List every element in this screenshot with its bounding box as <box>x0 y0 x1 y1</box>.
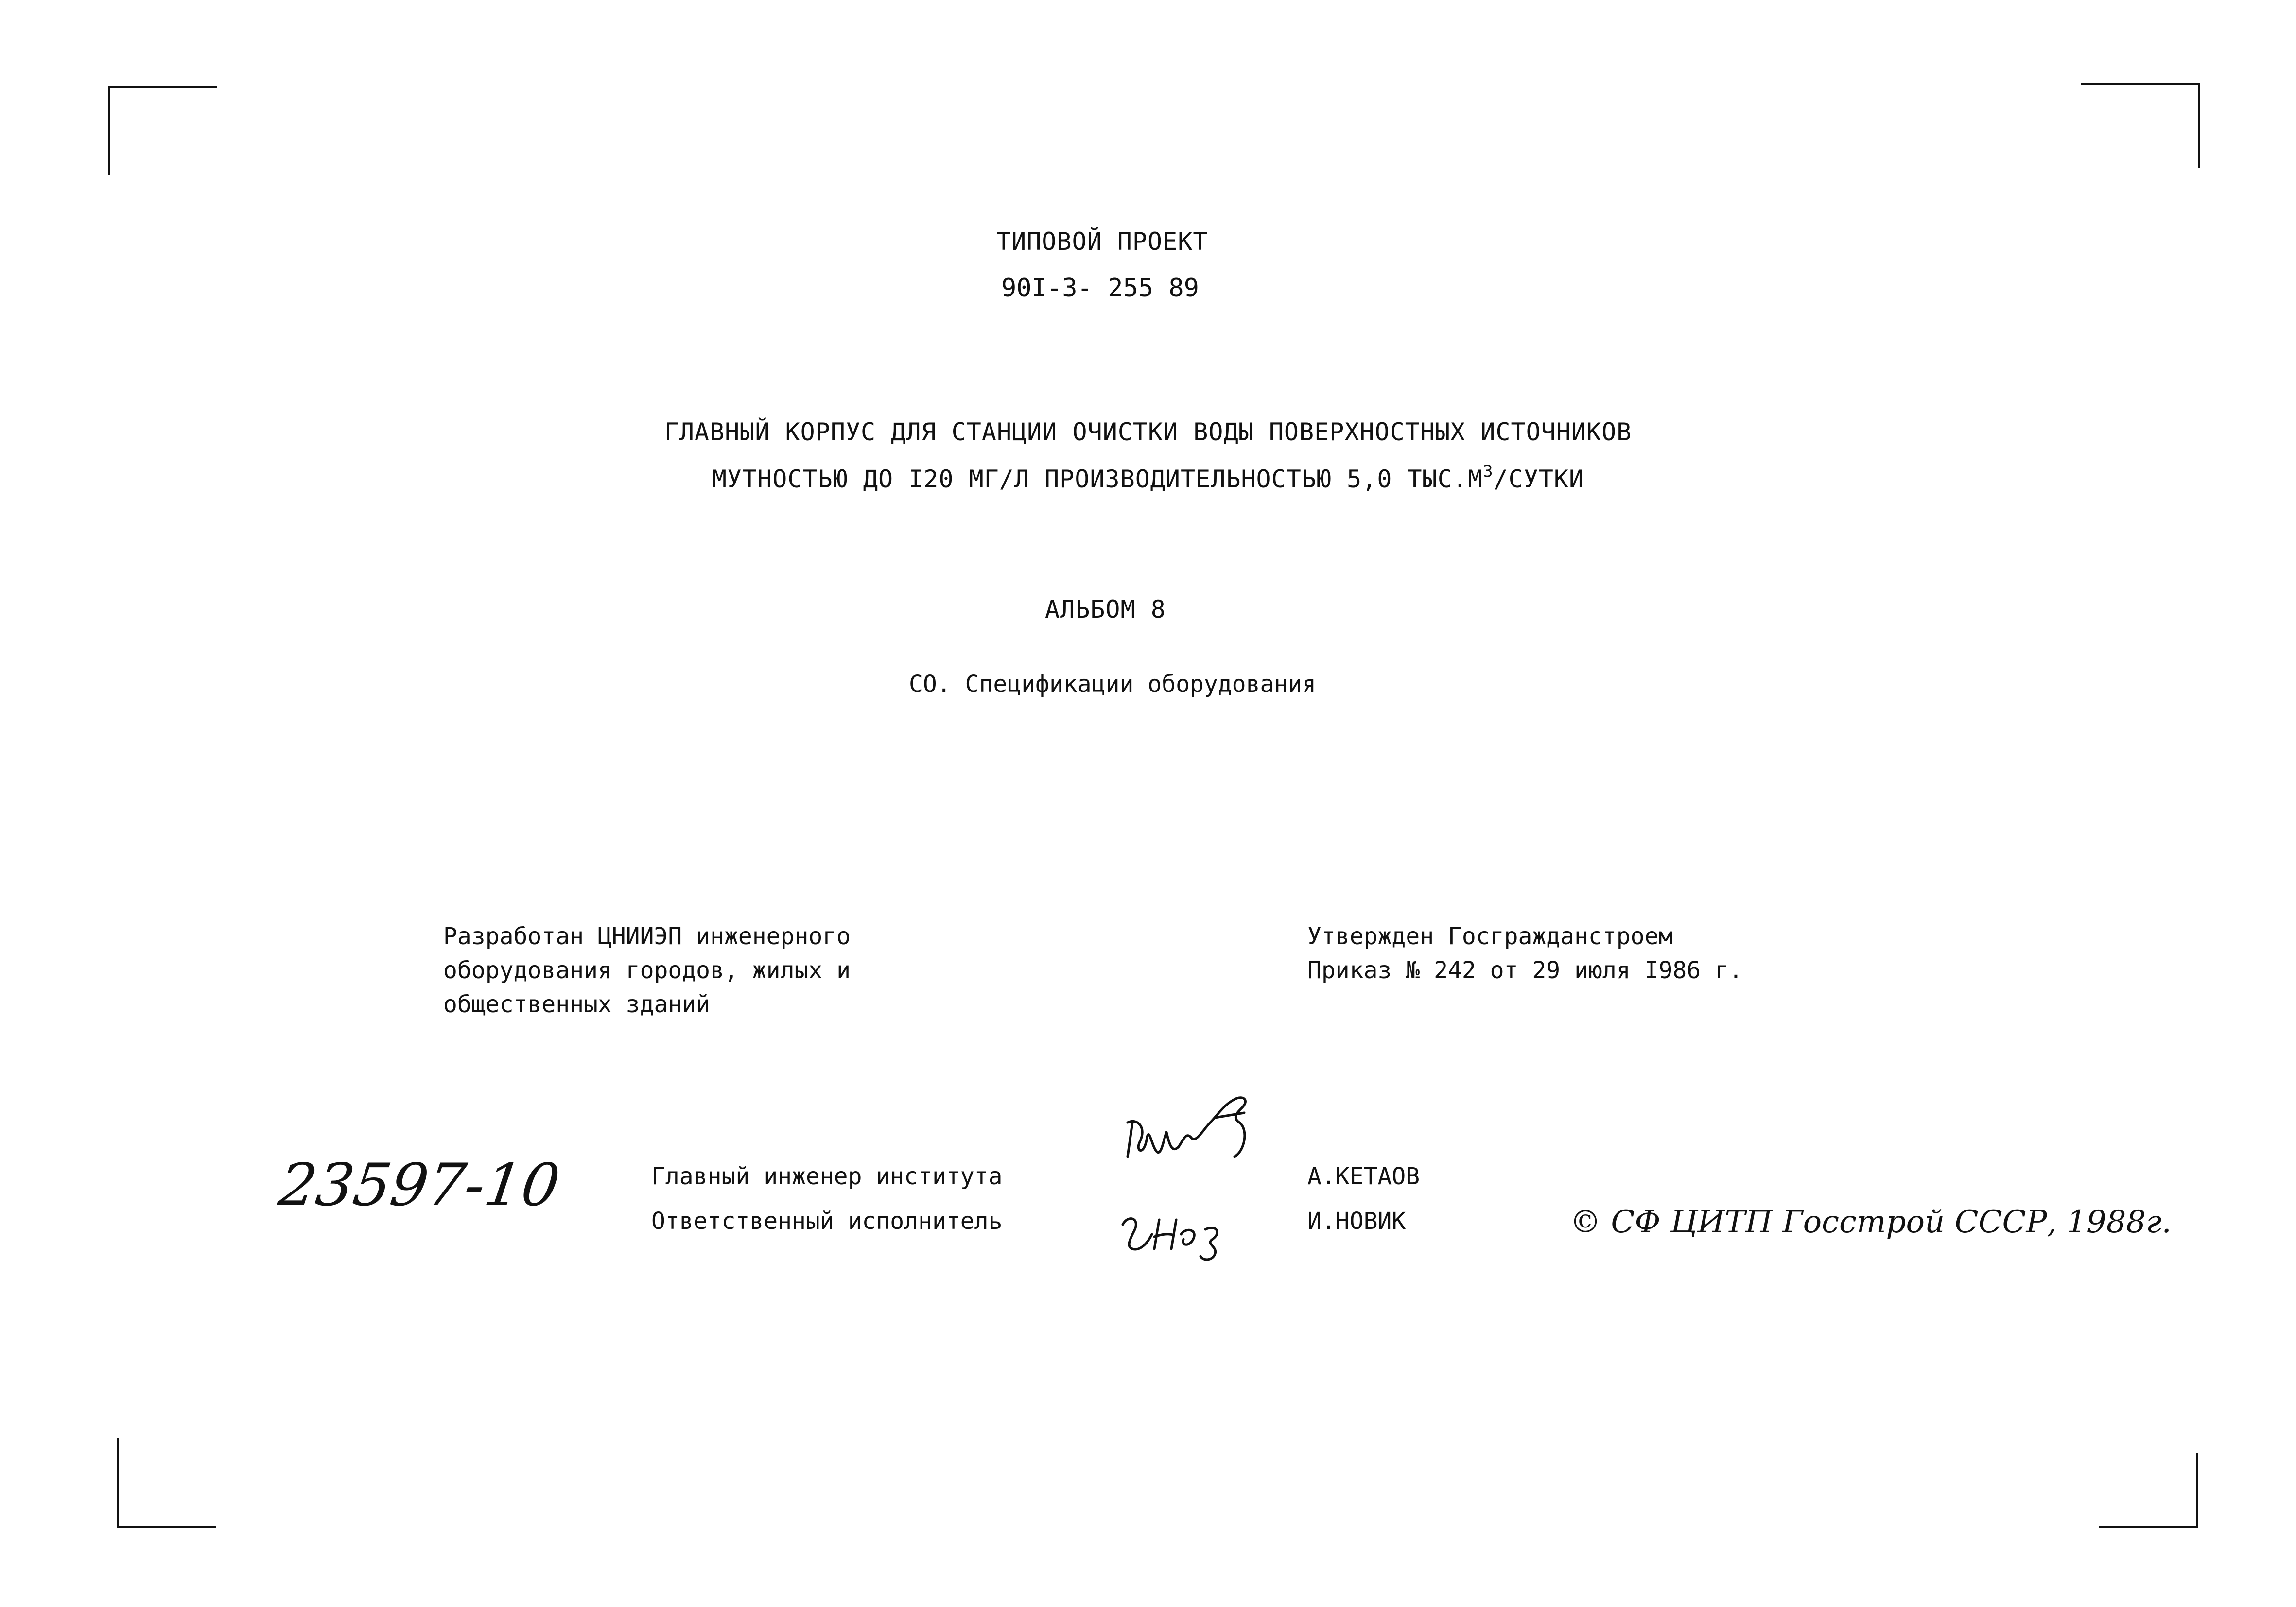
developer-line-2: оборудования городов, жилых и <box>443 957 851 984</box>
album-label: АЛЬБОМ 8 <box>1045 595 1166 623</box>
album-subtitle: СО. Спецификации оборудования <box>909 671 1317 698</box>
approval-block <box>1307 919 1743 987</box>
developer-line-1: Разработан ЦНИИЭП инженерного <box>443 923 851 950</box>
inventory-number: 23597-10 <box>275 1152 564 1219</box>
title-line-2-superscript: 3 <box>1483 462 1494 481</box>
crop-mark-top-right <box>2081 83 2200 168</box>
project-code: 90I-3- 255 89 <box>1001 274 1199 303</box>
title-line-2-end: /СУТКИ <box>1493 465 1584 493</box>
approval-line-2: Приказ № 242 от 29 июля I986 г. <box>1307 957 1743 984</box>
title-line-2 <box>0 462 2296 493</box>
responsible-executor-signature <box>1113 1200 1239 1263</box>
copyright-stamp: © СФ ЦИТП Госстрой СССР, 1988г. <box>1570 1204 2172 1240</box>
chief-engineer-signature <box>1118 1084 1273 1171</box>
approval-line-1: Утвержден Госгражданстроем <box>1307 923 1673 950</box>
responsible-executor-name: И.НОВИК <box>1307 1208 1406 1235</box>
crop-mark-bottom-right <box>2099 1453 2198 1528</box>
developer-block <box>443 919 851 1021</box>
chief-engineer-role: Главный инженер института <box>651 1163 1003 1190</box>
title-line-1: ГЛАВНЫЙ КОРПУС ДЛЯ СТАНЦИИ ОЧИСТКИ ВОДЫ ПОВЕРХНОСТНЫХ ИСТОЧНИКОВ <box>664 418 1632 446</box>
crop-mark-top-left <box>108 86 217 175</box>
title-line-2-main: МУТНОСТЬЮ ДО I20 МГ/Л ПРОИЗВОДИТЕЛЬНОСТЬЮ 5,0 ТЫС.М <box>712 465 1483 493</box>
project-type-label: ТИПОВОЙ ПРОЕКТ <box>996 227 1208 256</box>
chief-engineer-name: А.КЕТАОВ <box>1307 1163 1420 1190</box>
crop-mark-bottom-left <box>117 1438 216 1528</box>
responsible-executor-role: Ответственный исполнитель <box>651 1208 1003 1235</box>
developer-line-3: общественных зданий <box>443 991 711 1018</box>
